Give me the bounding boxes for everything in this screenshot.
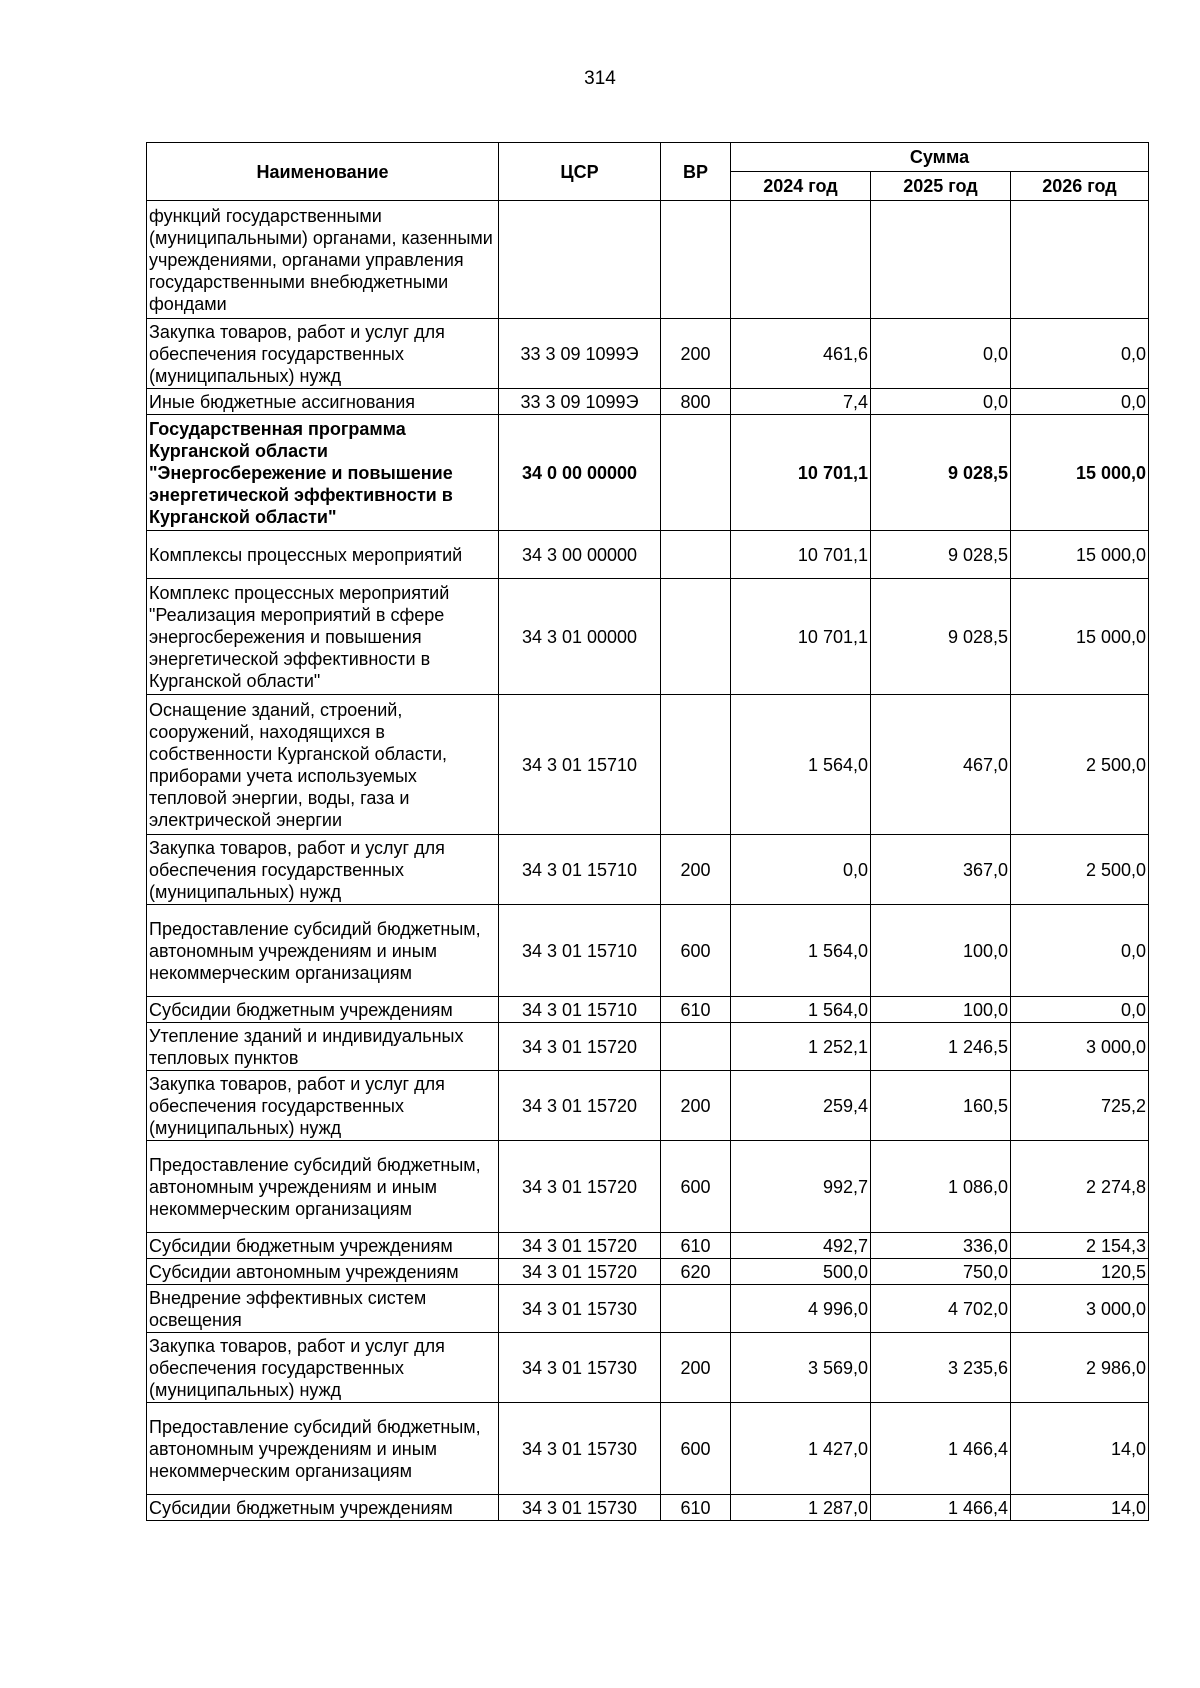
row-name: Предоставление субсидий бюджетным, автономным учреждениям и иным некоммерческим организациям <box>147 905 499 997</box>
row-2024: 500,0 <box>731 1259 871 1285</box>
table-row <box>147 1333 1149 1403</box>
row-name: Закупка товаров, работ и услуг для обеспечения государственных (муниципальных) нужд <box>147 835 499 905</box>
row-csr: 34 3 01 15730 <box>499 1333 661 1403</box>
header-vr: ВР <box>661 143 731 201</box>
row-2024: 1 287,0 <box>731 1495 871 1521</box>
row-name: Субсидии бюджетным учреждениям <box>147 1233 499 1259</box>
row-name: Утепление зданий и индивидуальных тепловых пунктов <box>147 1023 499 1071</box>
row-csr: 34 3 01 15710 <box>499 997 661 1023</box>
row-2024: 461,6 <box>731 319 871 389</box>
row-2025: 336,0 <box>871 1233 1011 1259</box>
row-2024: 1 564,0 <box>731 905 871 997</box>
header-name: Наименование <box>147 143 499 201</box>
row-csr: 34 3 01 15720 <box>499 1141 661 1233</box>
row-name: Субсидии автономным учреждениям <box>147 1259 499 1285</box>
row-csr: 34 3 01 15710 <box>499 695 661 835</box>
header-2024: 2024 год <box>731 172 871 201</box>
row-2024: 992,7 <box>731 1141 871 1233</box>
table-header <box>147 143 1149 201</box>
row-2025: 367,0 <box>871 835 1011 905</box>
row-name: Комплекс процессных мероприятий "Реализация мероприятий в сфере энергосбережения и повышения энергетической эффективности в Курганской области" <box>147 579 499 695</box>
row-2024: 10 701,1 <box>731 531 871 579</box>
table-row <box>147 835 1149 905</box>
row-name: Субсидии бюджетным учреждениям <box>147 997 499 1023</box>
row-2024: 492,7 <box>731 1233 871 1259</box>
row-2024: 1 252,1 <box>731 1023 871 1071</box>
row-csr: 33 3 09 1099Э <box>499 389 661 415</box>
row-vr: 800 <box>661 389 731 415</box>
table-row <box>147 1233 1149 1259</box>
row-name: Закупка товаров, работ и услуг для обеспечения государственных (муниципальных) нужд <box>147 1333 499 1403</box>
row-2026: 2 500,0 <box>1011 835 1149 905</box>
row-vr: 610 <box>661 1233 731 1259</box>
row-2025: 1 466,4 <box>871 1403 1011 1495</box>
row-csr: 34 3 01 15720 <box>499 1259 661 1285</box>
row-2026: 120,5 <box>1011 1259 1149 1285</box>
row-2026: 0,0 <box>1011 997 1149 1023</box>
row-csr: 34 3 01 15730 <box>499 1495 661 1521</box>
row-2026: 2 274,8 <box>1011 1141 1149 1233</box>
row-2025: 9 028,5 <box>871 415 1011 531</box>
table-row <box>147 695 1149 835</box>
row-2024: 1 564,0 <box>731 997 871 1023</box>
row-2024: 259,4 <box>731 1071 871 1141</box>
table-row <box>147 201 1149 319</box>
row-2025: 750,0 <box>871 1259 1011 1285</box>
row-2026: 725,2 <box>1011 1071 1149 1141</box>
row-name: Предоставление субсидий бюджетным, автономным учреждениям и иным некоммерческим организациям <box>147 1403 499 1495</box>
row-name: Закупка товаров, работ и услуг для обеспечения государственных (муниципальных) нужд <box>147 1071 499 1141</box>
row-csr <box>499 201 661 319</box>
row-2024: 4 996,0 <box>731 1285 871 1333</box>
row-2025: 1 246,5 <box>871 1023 1011 1071</box>
row-name: Иные бюджетные ассигнования <box>147 389 499 415</box>
row-csr: 34 3 01 15720 <box>499 1023 661 1071</box>
row-csr: 33 3 09 1099Э <box>499 319 661 389</box>
table-row <box>147 389 1149 415</box>
row-2026: 0,0 <box>1011 319 1149 389</box>
row-2026: 15 000,0 <box>1011 579 1149 695</box>
row-name: Государственная программа Курганской области "Энергосбережение и повышение энергетической эффективности в Курганской области" <box>147 415 499 531</box>
row-2026 <box>1011 201 1149 319</box>
row-2024 <box>731 201 871 319</box>
row-vr <box>661 1285 731 1333</box>
row-2026: 0,0 <box>1011 905 1149 997</box>
row-2025: 0,0 <box>871 319 1011 389</box>
row-2024: 10 701,1 <box>731 579 871 695</box>
row-vr: 620 <box>661 1259 731 1285</box>
row-csr: 34 3 01 15710 <box>499 835 661 905</box>
row-2025: 100,0 <box>871 905 1011 997</box>
row-2026: 15 000,0 <box>1011 415 1149 531</box>
table-row <box>147 1259 1149 1285</box>
row-vr: 200 <box>661 1333 731 1403</box>
table-row <box>147 531 1149 579</box>
row-vr: 200 <box>661 319 731 389</box>
row-2024: 1 427,0 <box>731 1403 871 1495</box>
row-2026: 2 500,0 <box>1011 695 1149 835</box>
row-vr <box>661 531 731 579</box>
row-name: Оснащение зданий, строений, сооружений, находящихся в собственности Курганской области, приборами учета используемых тепловой энергии, воды, газа и электрической энергии <box>147 695 499 835</box>
row-vr: 600 <box>661 905 731 997</box>
row-2025: 160,5 <box>871 1071 1011 1141</box>
row-name: Предоставление субсидий бюджетным, автономным учреждениям и иным некоммерческим организациям <box>147 1141 499 1233</box>
row-csr: 34 3 01 15720 <box>499 1233 661 1259</box>
row-vr <box>661 415 731 531</box>
row-2026: 14,0 <box>1011 1495 1149 1521</box>
row-vr <box>661 1023 731 1071</box>
row-2025: 1 086,0 <box>871 1141 1011 1233</box>
row-csr: 34 0 00 00000 <box>499 415 661 531</box>
row-2026: 14,0 <box>1011 1403 1149 1495</box>
row-2026: 2 154,3 <box>1011 1233 1149 1259</box>
budget-table <box>146 142 1149 1521</box>
header-csr: ЦСР <box>499 143 661 201</box>
row-2025: 4 702,0 <box>871 1285 1011 1333</box>
row-csr: 34 3 01 15710 <box>499 905 661 997</box>
row-vr <box>661 695 731 835</box>
row-name: Комплексы процессных мероприятий <box>147 531 499 579</box>
row-name: функций государственными (муниципальными) органами, казенными учреждениями, органами управления государственными внебюджетными фондами <box>147 201 499 319</box>
table-row <box>147 1403 1149 1495</box>
row-2025: 1 466,4 <box>871 1495 1011 1521</box>
row-2024: 3 569,0 <box>731 1333 871 1403</box>
row-vr: 610 <box>661 1495 731 1521</box>
row-2025 <box>871 201 1011 319</box>
row-vr: 200 <box>661 1071 731 1141</box>
header-2026: 2026 год <box>1011 172 1149 201</box>
row-2024: 1 564,0 <box>731 695 871 835</box>
table-row <box>147 997 1149 1023</box>
row-2025: 467,0 <box>871 695 1011 835</box>
table-row <box>147 1285 1149 1333</box>
row-2025: 3 235,6 <box>871 1333 1011 1403</box>
table-row <box>147 1141 1149 1233</box>
row-2024: 10 701,1 <box>731 415 871 531</box>
row-name: Внедрение эффективных систем освещения <box>147 1285 499 1333</box>
row-2024: 0,0 <box>731 835 871 905</box>
row-2024: 7,4 <box>731 389 871 415</box>
table-row <box>147 1023 1149 1071</box>
row-2026: 3 000,0 <box>1011 1023 1149 1071</box>
row-2025: 0,0 <box>871 389 1011 415</box>
row-vr: 600 <box>661 1403 731 1495</box>
row-2026: 3 000,0 <box>1011 1285 1149 1333</box>
row-vr <box>661 579 731 695</box>
table-row <box>147 319 1149 389</box>
header-2025: 2025 год <box>871 172 1011 201</box>
row-csr: 34 3 00 00000 <box>499 531 661 579</box>
row-2026: 15 000,0 <box>1011 531 1149 579</box>
table-body <box>147 201 1149 1521</box>
table-row <box>147 1495 1149 1521</box>
row-2025: 9 028,5 <box>871 531 1011 579</box>
row-csr: 34 3 01 15720 <box>499 1071 661 1141</box>
row-2026: 0,0 <box>1011 389 1149 415</box>
row-vr <box>661 201 731 319</box>
row-2026: 2 986,0 <box>1011 1333 1149 1403</box>
header-sum: Сумма <box>731 143 1149 172</box>
row-vr: 200 <box>661 835 731 905</box>
table-row <box>147 1071 1149 1141</box>
row-vr: 600 <box>661 1141 731 1233</box>
row-name: Закупка товаров, работ и услуг для обеспечения государственных (муниципальных) нужд <box>147 319 499 389</box>
row-csr: 34 3 01 15730 <box>499 1285 661 1333</box>
row-csr: 34 3 01 00000 <box>499 579 661 695</box>
row-name: Субсидии бюджетным учреждениям <box>147 1495 499 1521</box>
page-number: 314 <box>584 68 616 89</box>
row-csr: 34 3 01 15730 <box>499 1403 661 1495</box>
row-2025: 100,0 <box>871 997 1011 1023</box>
row-vr: 610 <box>661 997 731 1023</box>
table-row <box>147 415 1149 531</box>
table-row <box>147 905 1149 997</box>
row-2025: 9 028,5 <box>871 579 1011 695</box>
table-row <box>147 579 1149 695</box>
